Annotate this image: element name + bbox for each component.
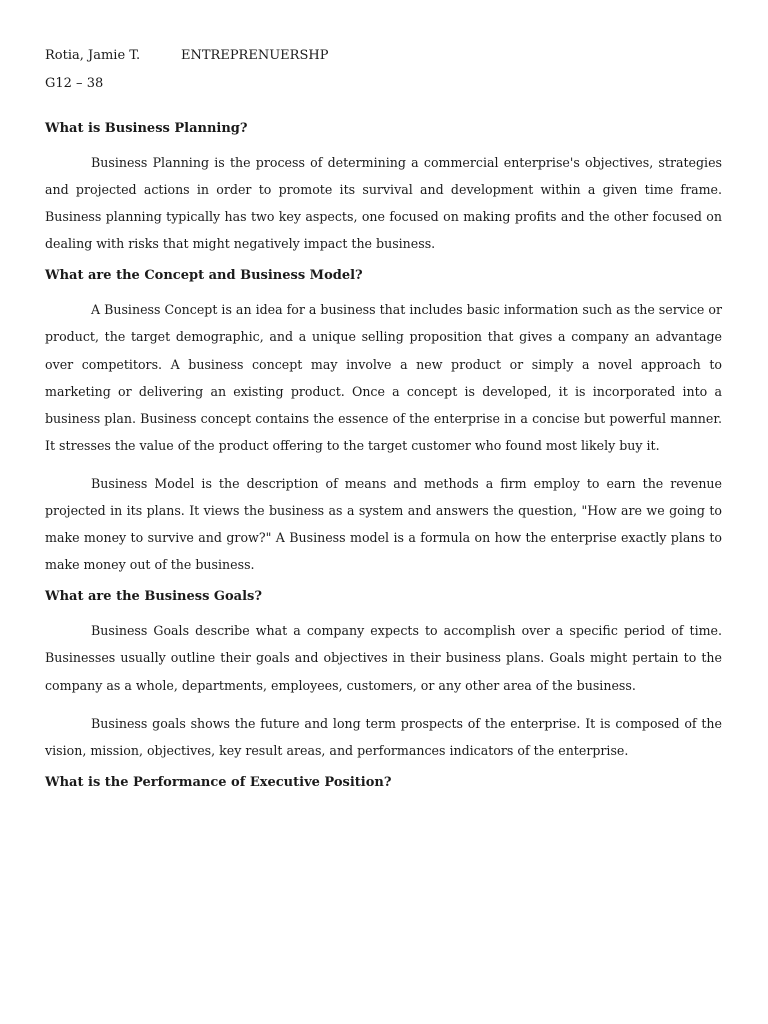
paragraph-business-planning: Business Planning is the process of determining a commercial enterprise's objectives, strategies and projected actions in order to promote its survival and development within a given time frame. Business planning typically has two key aspects, one focused on making profits and the other focused on dealing with risks that might negatively impact the business.: [45, 155, 722, 252]
header-name-subject-line: [45, 46, 722, 66]
section-code: G12 – 38: [45, 76, 104, 91]
student-name: Rotia, Jamie T.: [45, 48, 141, 63]
heading-executive-position: What is the Performance of Executive Position?: [45, 774, 392, 790]
heading-business-planning: What is Business Planning?: [45, 121, 248, 136]
paragraph-business-model: Business Model is the description of means and methods a firm employ to earn the revenue projected in its plans. It views the business as a system and answers the question, "How are we going to make money to survive and grow?" A Business model is a formula on how the enterprise exactly plans to make money out of the business.: [45, 475, 722, 573]
paragraph-business-concept: A Business Concept is an idea for a business that includes basic information such as the service or product, the target demographic, and a unique selling proposition that gives a company an advantage over competitors. A business concept may involve a new product or simply a novel approach to marketing or delivering an existing product. Once a concept is developed, it is incorporated into a business plan. Business concept contains the essence of the enterprise in a concise but powerful manner. It stresses the value of the product offering to the target customer who found most likely buy it.: [45, 302, 722, 453]
subject-title: ENTREPRENUERSHP: [181, 48, 329, 63]
paragraph-business-goals-2: Business goals shows the future and long term prospects of the enterprise. It is composed of the vision, mission, objectives, key result areas, and performances indicators of the enterprise.: [45, 715, 722, 758]
heading-concept-model: What are the Concept and Business Model?: [45, 268, 363, 284]
document-page: [45, 46, 722, 793]
paragraph-business-goals-1: Business Goals describe what a company expects to accomplish over a specific period of time. Businesses usually outline their goals and objectives in their business plans. Goals might pertain to the company as a whole, departments, employees, customers, or any other area of the business.: [45, 623, 722, 693]
heading-business-goals: What are the Business Goals?: [45, 589, 262, 605]
